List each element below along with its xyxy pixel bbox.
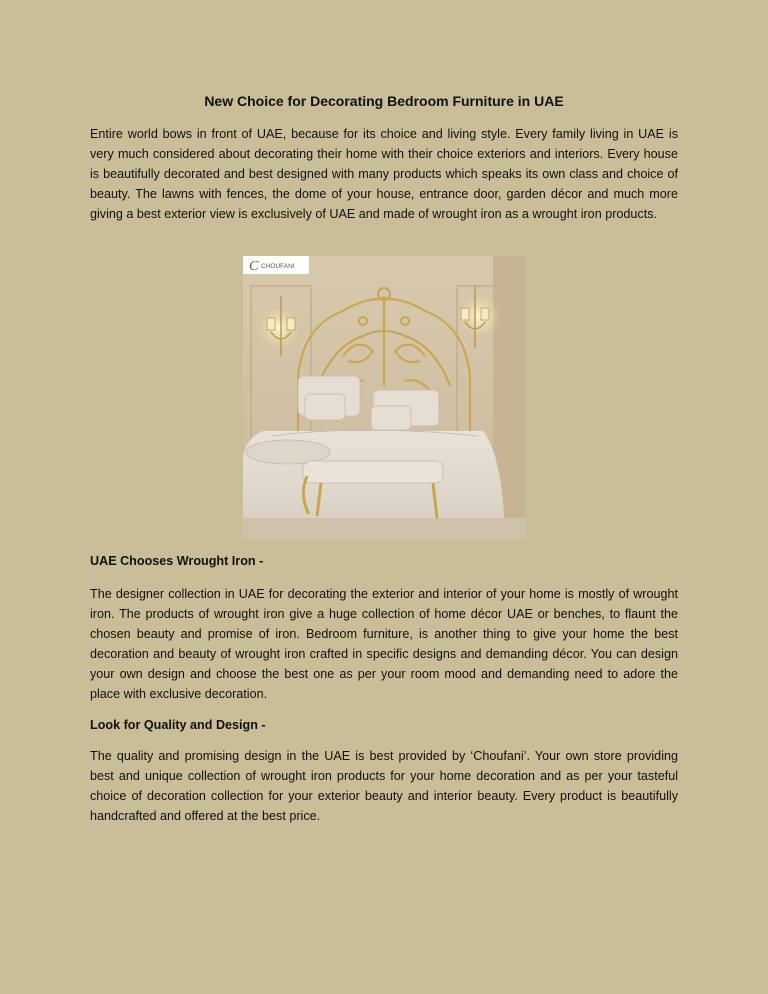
logo-mark: C (249, 259, 259, 274)
bedroom-photo (243, 256, 525, 539)
intro-paragraph: Entire world bows in front of UAE, because for its choice and living style. Every family living in UAE is very much considered about decorating their home with their choice exteriors and interiors. Every house is beautifully decorated and best designed with many products which speaks its own class and choice of beauty. The lawns with fences, the dome of your house, entrance door, garden décor and much more giving a best exterior view is exclusively of UAE and made of wrought iron as a wrought iron products. (90, 127, 678, 221)
section-body-quality-design: The quality and promising design in the UAE is best provided by ‘Choufani’. Your own store providing best and unique collection of wrought iron products for your home decoration and as per your tasteful choice of decoration collection for your exterior beauty and interior beauty. Every product is beautifully handcrafted and offered at the best price. (90, 749, 678, 823)
section-body-wrought-iron: The designer collection in UAE for decorating the exterior and interior of your home is mostly of wrought iron. The products of wrought iron give a huge collection of home décor UAE or benches, to flaunt the chosen beauty and promise of iron. Bedroom furniture, is another thing to give your home the best decoration and beauty of wrought iron crafted in specific designs and demanding décor. You can design your own design and choose the best one as per your room mood and demanding need to adore the place with exclusive decoration. (90, 587, 678, 701)
logo-text: CHOUFANI (261, 263, 295, 270)
section-heading-quality-design: Look for Quality and Design - (90, 718, 266, 732)
document-title: New Choice for Decorating Bedroom Furniture in UAE (204, 93, 564, 109)
section-heading-wrought-iron: UAE Chooses Wrought Iron - (90, 554, 264, 568)
